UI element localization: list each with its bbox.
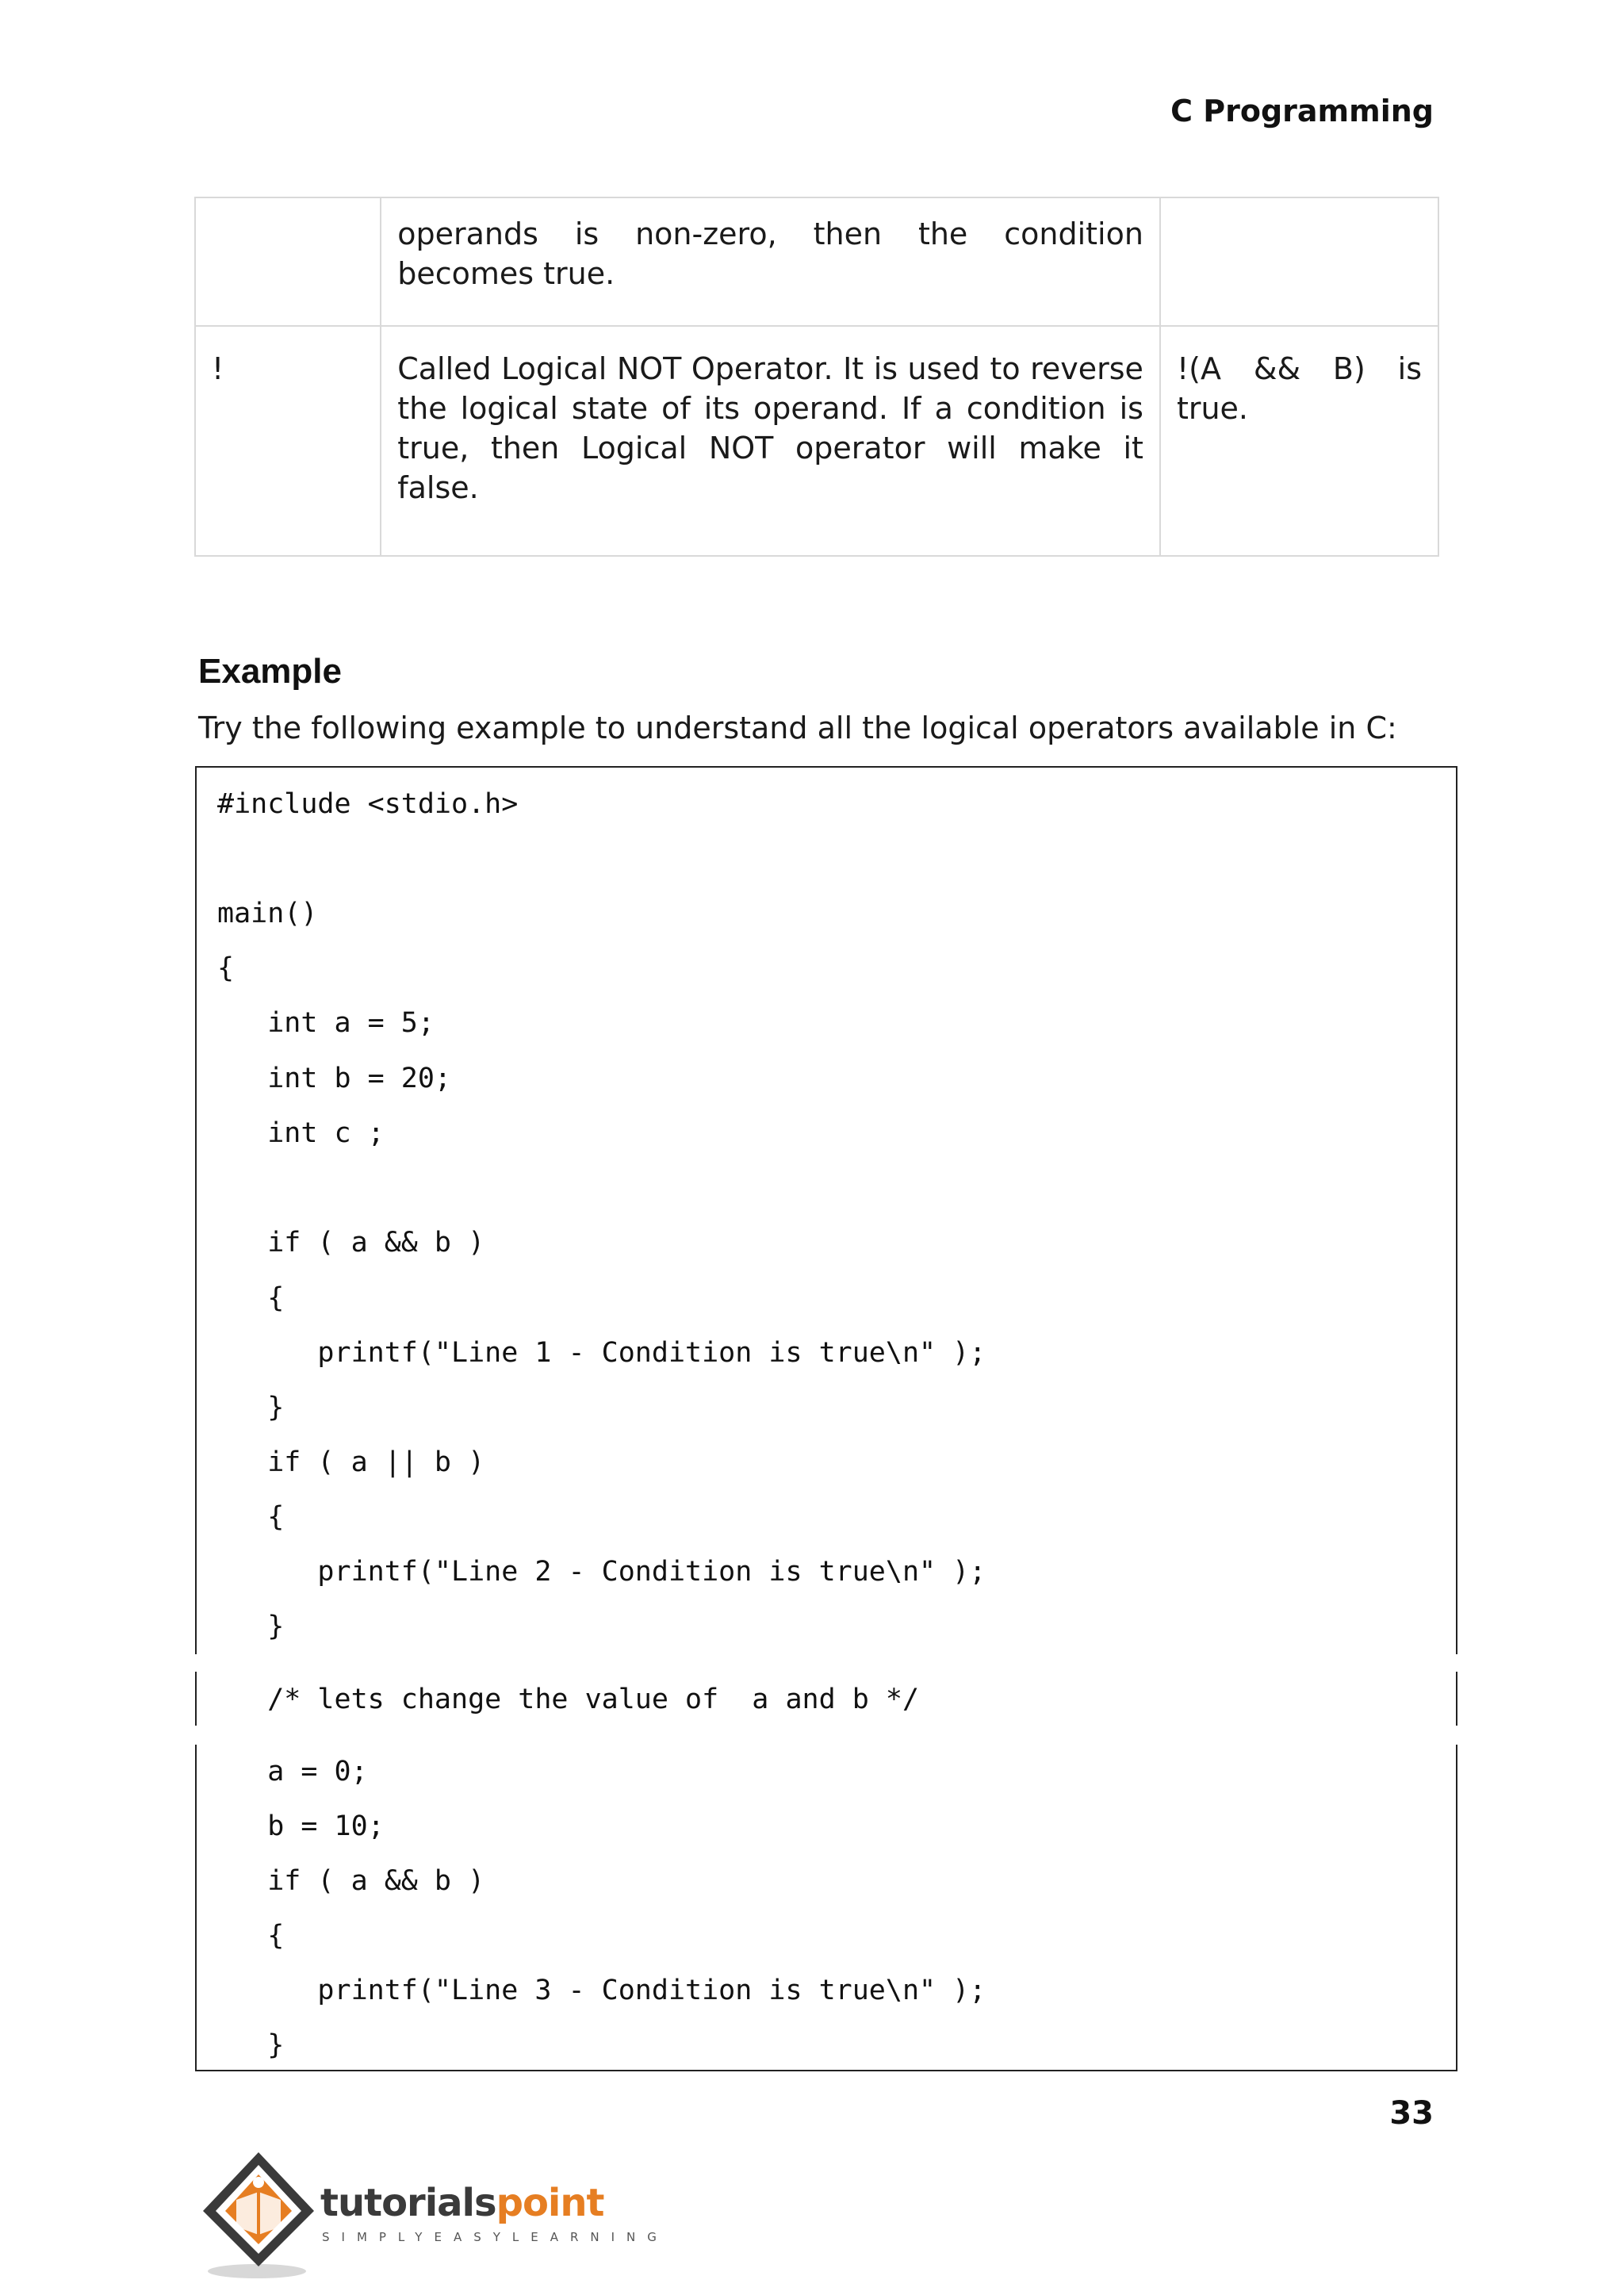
code-line: printf("Line 3 - Condition is true\n" ); xyxy=(217,1975,986,2006)
code-line: int b = 20; xyxy=(217,1063,452,1094)
table-row xyxy=(195,326,1438,556)
table-row xyxy=(195,197,1438,326)
code-line: { xyxy=(217,1920,285,1952)
logo-word-tutorials: tutorials xyxy=(320,2181,496,2225)
operator-cell: ! xyxy=(195,326,381,556)
code-line: printf("Line 1 - Condition is true\n" ); xyxy=(217,1337,986,1369)
code-frame-bottom xyxy=(195,1745,1457,2071)
section-heading: Example xyxy=(198,652,342,691)
code-line: #include <stdio.h> xyxy=(217,788,519,820)
description-cell: operands is non-zero, then the condition becomes true. xyxy=(381,197,1160,326)
code-line: b = 10; xyxy=(217,1810,385,1842)
description-cell: Called Logical NOT Operator. It is used to reverse the logical state of its operand. If a condition is true, then Logical NOT operator will make it false. xyxy=(381,326,1160,556)
code-line: } xyxy=(217,1392,285,1423)
code-line: main() xyxy=(217,898,318,929)
code-line: a = 0; xyxy=(217,1756,368,1787)
code-line: if ( a || b ) xyxy=(217,1446,485,1478)
code-line: { xyxy=(217,952,235,984)
logo-word-point: point xyxy=(496,2181,604,2225)
code-line: if ( a && b ) xyxy=(217,1865,485,1897)
operator-cell xyxy=(195,197,381,326)
operators-table xyxy=(194,197,1439,557)
logo-tagline: SIMPLYEASYLEARNING xyxy=(322,2230,668,2244)
code-comment: /* lets change the value of a and b */ xyxy=(217,1684,920,1715)
page-number: 33 xyxy=(1389,2095,1434,2132)
code-frame-top xyxy=(195,766,1457,1654)
code-line: { xyxy=(217,1282,285,1314)
logo-wordmark xyxy=(320,2181,603,2225)
logo-emblem-icon xyxy=(195,2147,322,2282)
intro-paragraph: Try the following example to understand all the logical operators available in C: xyxy=(198,711,1397,745)
code-block xyxy=(195,766,1456,2071)
code-line: printf("Line 2 - Condition is true\n" ); xyxy=(217,1556,986,1588)
code-line: } xyxy=(217,1611,285,1642)
code-line: { xyxy=(217,1501,285,1533)
code-line: int c ; xyxy=(217,1117,385,1149)
code-line: } xyxy=(217,2029,285,2061)
code-line: if ( a && b ) xyxy=(217,1227,485,1259)
code-line: int a = 5; xyxy=(217,1007,435,1039)
tutorialspoint-logo xyxy=(195,2147,668,2282)
example-cell: !(A && B) is true. xyxy=(1160,326,1438,556)
example-cell xyxy=(1160,197,1438,326)
running-header-title: C Programming xyxy=(1170,94,1434,128)
